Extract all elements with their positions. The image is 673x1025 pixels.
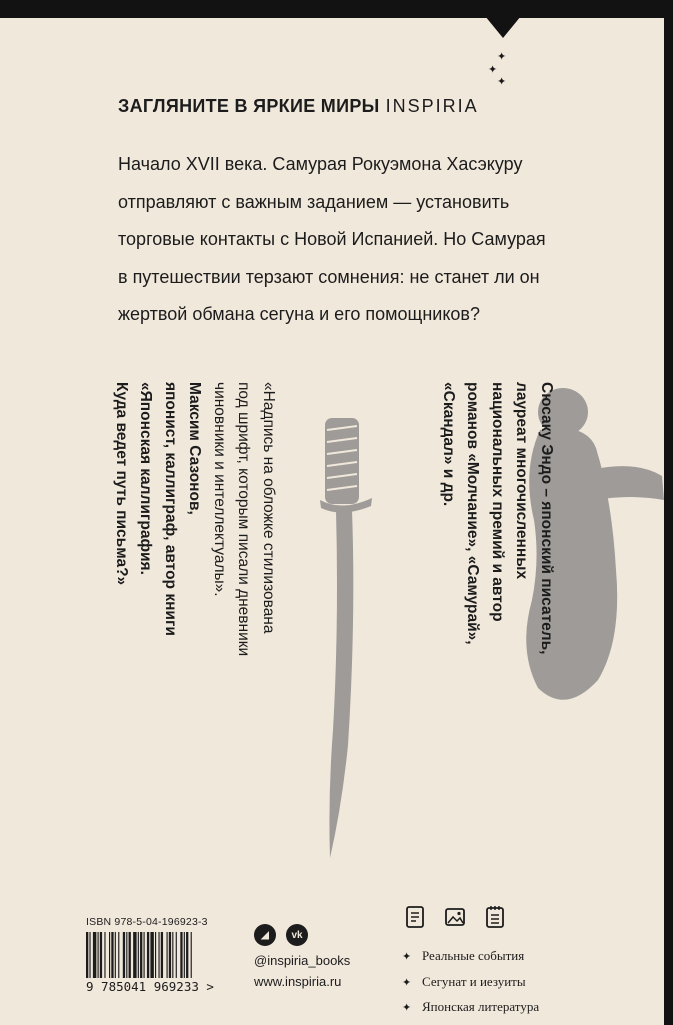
barcode-bar — [123, 932, 125, 978]
series-brand: INSPIRIA — [385, 96, 479, 116]
katana-handle — [325, 418, 359, 504]
synopsis-line: в путешествии терзают сомнения: не станет ли он — [118, 266, 540, 287]
katana-illustration — [320, 418, 372, 858]
author-bio-line: национальных премий и автор — [489, 382, 506, 622]
author-bio — [436, 382, 559, 654]
sparkles-icon: ✦ ✦ ✦ — [488, 51, 507, 88]
barcode-bar — [172, 932, 173, 978]
barcode-block — [86, 916, 246, 994]
star-icon: ✦ — [402, 976, 412, 989]
star-icon: ✦ — [402, 1002, 412, 1014]
barcode-bar — [161, 932, 163, 978]
barcode-bar — [184, 932, 185, 978]
social-handle[interactable]: @inspiria_books — [254, 953, 351, 968]
author-bio-line: «Скандал» и др. — [440, 382, 457, 507]
series-title: ЗАГЛЯНИТЕ В ЯРКИЕ МИРЫ — [118, 96, 380, 116]
genre-icons — [404, 905, 506, 929]
barcode-bar — [155, 932, 156, 978]
feature-item — [402, 995, 539, 1021]
website-link[interactable]: www.inspiria.ru — [254, 974, 342, 989]
vk-icon-glyph: vk — [291, 929, 303, 941]
barcode-bar — [147, 932, 149, 978]
barcode-bar — [111, 932, 113, 978]
barcode-bar — [158, 932, 159, 978]
barcode-bar — [115, 932, 116, 978]
barcode-bar — [126, 932, 127, 978]
barcode-bar — [89, 932, 90, 978]
notebook-icon — [484, 905, 506, 929]
barcode-bar — [109, 932, 110, 978]
cover-note-line: чиновники и интеллектуалы». — [211, 382, 228, 597]
barcode-bar — [180, 932, 182, 978]
barcode-bar — [93, 932, 96, 978]
barcode-bar — [150, 932, 153, 978]
synopsis-line: жертвой обмана сегуна и его помощников? — [118, 304, 480, 324]
feature-label: Сегунат и иезуиты — [422, 973, 526, 989]
barcode-bar — [129, 932, 131, 978]
feature-label: Реальные события — [422, 948, 525, 963]
isbn: ISBN 978-5-04-196923-3 — [86, 916, 208, 928]
barcode-bar — [167, 932, 168, 978]
vk-icon[interactable] — [286, 924, 308, 946]
barcode-bar — [133, 932, 136, 978]
book-icon — [404, 905, 426, 929]
quote-block — [109, 382, 281, 656]
barcode-bar — [169, 932, 171, 978]
feature-label: Японская литература — [422, 999, 540, 1014]
barcode-bar — [140, 932, 142, 978]
barcode-bar — [176, 932, 177, 978]
barcode-number: 9 785041 969233 > — [86, 979, 214, 994]
barcode-bar — [191, 932, 192, 978]
cover-note-line: «Надпись на обложке стилизована — [260, 382, 277, 634]
star-icon: ✦ — [402, 951, 412, 963]
feature-item — [402, 944, 539, 970]
barcode-bar — [144, 932, 145, 978]
barcode-bar — [118, 932, 119, 978]
author-bio-line: Сюсаку Эндо – японский писатель, — [538, 382, 555, 655]
feature-item — [402, 970, 539, 996]
attribution-line: Максим Сазонов, — [186, 382, 204, 515]
social-block — [254, 924, 350, 992]
telegram-icon[interactable] — [254, 924, 276, 946]
attribution-line: японист, каллиграф, автор книги — [162, 382, 179, 636]
author-bio-line: лауреат многочисленных — [513, 382, 531, 580]
author-bio-line: романов «Молчание», «Самурай», — [464, 382, 482, 645]
cover-note-line: под шрифт, которым писали дневники — [235, 382, 253, 657]
feature-list — [402, 944, 539, 1021]
barcode-bar — [100, 932, 102, 978]
barcode — [86, 932, 234, 978]
barcode-bar — [98, 932, 99, 978]
picture-icon — [444, 905, 466, 929]
synopsis-line: торговые контакты с Новой Испанией. Но Самурая — [118, 229, 546, 249]
attribution-line: Куда ведет путь письма?» — [113, 382, 130, 586]
telegram-icon-glyph: ◢ — [261, 929, 269, 941]
attribution-line: «Японская каллиграфия. — [137, 382, 155, 575]
katana-blade — [329, 510, 353, 858]
barcode-bar — [104, 932, 105, 978]
barcode-bar — [186, 932, 188, 978]
synopsis-line: Начало XVII века. Самурая Рокуэмона Хасэкуру — [118, 154, 523, 174]
barcode-bar — [86, 932, 88, 978]
synopsis-line: отправляют с важным заданием — установить — [118, 191, 510, 212]
barcode-bar — [138, 932, 139, 978]
